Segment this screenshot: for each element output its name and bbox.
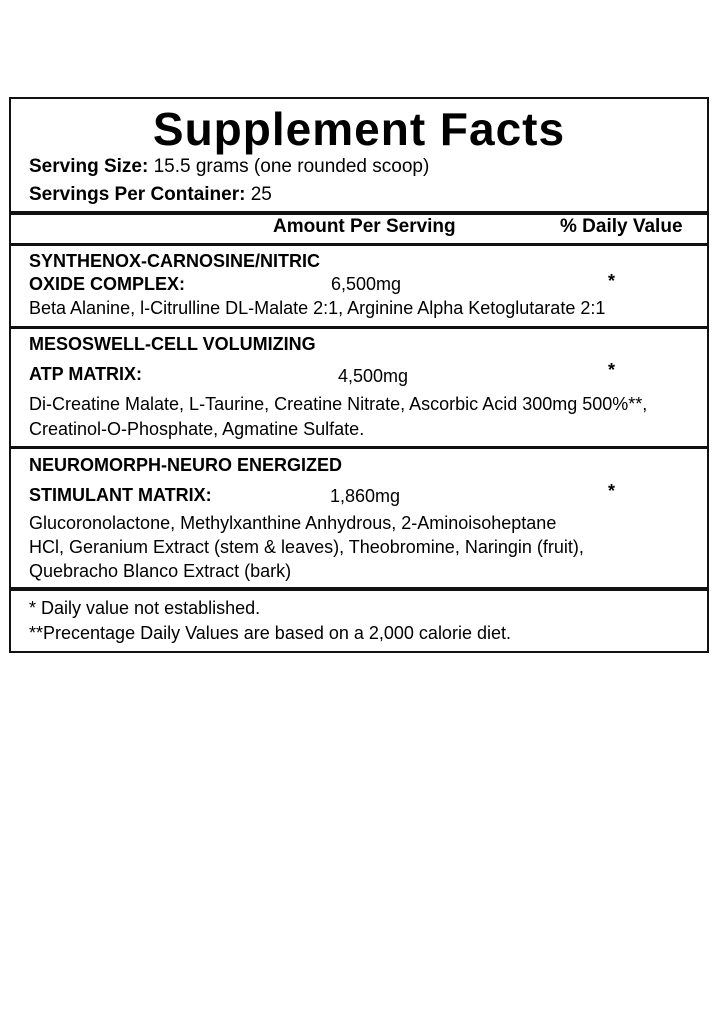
section-2-ingredients-line-2: Creatinol-O-Phosphate, Agmatine Sulfate. <box>29 419 365 439</box>
section-3-ingredients-line-3: Quebracho Blanco Extract (bark) <box>29 561 292 581</box>
divider <box>11 243 707 246</box>
footnote-percent-daily-values: **Precentage Daily Values are based on a 2,000 calorie diet. <box>29 623 511 643</box>
section-1-name-line-2: OXIDE COMPLEX: <box>29 274 186 294</box>
section-3-name-line-1: NEUROMORPH-NEURO ENERGIZED <box>29 455 343 475</box>
section-3-ingredients-line-1: Glucoronolactone, Methylxanthine Anhydrous, 2-Aminoisoheptane <box>29 513 557 533</box>
servings-per-container-value: 25 <box>245 184 272 205</box>
section-3-amount: 1,860mg <box>330 486 401 506</box>
section-2-ingredients-line-1: Di-Creatine Malate, L-Taurine, Creatine Nitrate, Ascorbic Acid 300mg 500%**, <box>29 394 648 414</box>
divider <box>11 446 707 449</box>
divider <box>11 326 707 329</box>
servings-per-container-label: Servings Per Container: <box>29 184 246 205</box>
section-1-name-line-1: SYNTHENOX-CARNOSINE/NITRIC <box>29 251 321 271</box>
section-3-name-line-2: STIMULANT MATRIX: <box>29 485 212 505</box>
section-2-name-line-2: ATP MATRIX: <box>29 364 142 384</box>
section-3-daily-value: * <box>608 481 616 501</box>
amount-per-serving-header: Amount Per Serving <box>273 216 456 237</box>
servings-per-container <box>29 184 272 206</box>
supplement-facts-panel <box>9 97 709 653</box>
serving-size <box>29 156 429 178</box>
serving-size-value: 15.5 grams (one rounded scoop) <box>148 156 430 177</box>
thick-divider <box>11 587 707 591</box>
section-3-ingredients-line-2: HCl, Geranium Extract (stem & leaves), Theobromine, Naringin (fruit), <box>29 537 584 557</box>
daily-value-header: % Daily Value <box>560 216 683 237</box>
thick-divider <box>11 211 707 215</box>
section-1-amount: 6,500mg <box>331 274 402 294</box>
section-2-amount: 4,500mg <box>338 366 409 386</box>
section-1-ingredients: Beta Alanine, l-Citrulline DL-Malate 2:1, Arginine Alpha Ketoglutarate 2:1 <box>29 298 606 318</box>
panel-title: Supplement Facts <box>152 103 566 155</box>
footnote-daily-value: * Daily value not established. <box>29 598 261 618</box>
serving-size-label: Serving Size: <box>29 156 149 177</box>
section-2-name-line-1: MESOSWELL-CELL VOLUMIZING <box>29 334 316 354</box>
section-1-daily-value: * <box>608 271 616 291</box>
section-2-daily-value: * <box>608 360 616 380</box>
